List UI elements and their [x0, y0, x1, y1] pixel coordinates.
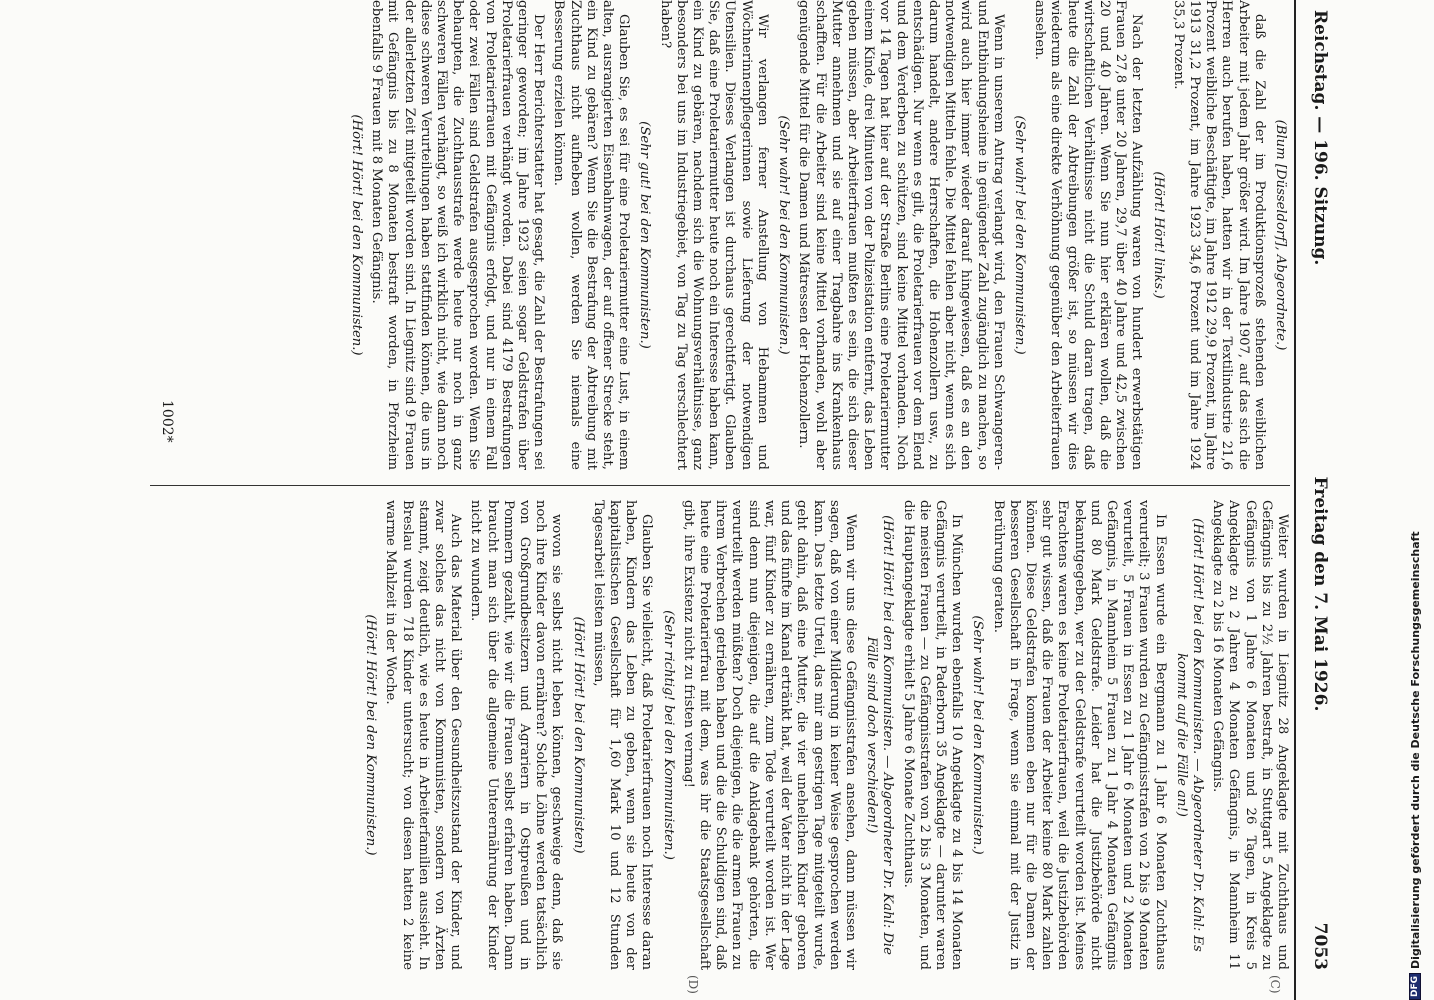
rotated-content: [140, 0, 1340, 1000]
paragraph: Nach der letzten Aufzählung waren von hundert erwerbstätigen Frauen 27,8 unter 20 Jahren, 29,7 über 40 Jahre und 42,5 zwischen 20 und 40 Jahren. Wenn Sie nun hier erklären wollen, daß die wirtschaftlichen Verhältnisse nicht die Schuld daran tragen, daß heute die Zahl der Abtreibungen größer ist, so müssen wir dies wiederum als eine direkte Verhöhnung gegenüber den Arbeiterfrauen ansehen.: [1032, 0, 1145, 470]
interjection: (Sehr wahr! bei den Kommunisten.): [970, 615, 986, 855]
interjection: (Hört! Hört! bei den Kommunisten): [570, 616, 586, 854]
interjection: (Sehr richtig! bei den Kommunisten.): [660, 610, 676, 860]
page-header: [1300, 10, 1340, 970]
paragraph: In München wurden ebenfalls 10 Angeklagte zu 4 bis 14 Monaten Gefängnis verurteilt, in Paderborn 35 Angeklagte — darunter waren die meisten Frauen — zu Gefängnisstrafen von 2 bis 3 Monaten, und die Hauptangeklagte erhielt 5 Jahre 6 Monate Zuchthaus.: [900, 500, 965, 970]
paragraph: Der Herr Berichterstatter hat gesagt, die Zahl der Bestrafungen sei geringer geworden; im Jahre 1923 seien sogar Geldstrafen über Proletarierfrauen verhängt worden. Dabei sind 4179 Bestrafungen von Proletarierfrauen mit Gefängnis erfolgt, und nur in einem Fall oder zwei Fällen sind Geldstrafen ausgesprochen worden. Wenn Sie behaupten, die Zuchthausstrafe werde heute nur noch in ganz schweren Fällen verhängt, so weiß ich wirklich nicht, wie dann noch diese schweren Verurteilungen haben stattfinden können, die uns in der allerletzten Zeit mitgeteilt worden sind. In Liegnitz sind 9 Frauen mit Gefängnis bis zu 8 Monaten bestraft worden, in Pforzheim ebenfalls 9 Frauen mit 8 Monaten Gefängnis.: [369, 0, 547, 470]
interjection: (Hört! Hört! bei den Kommunisten.): [349, 114, 365, 356]
paragraph: daß die Zahl der im Produktionsprozeß stehenden weiblichen Arbeiter mit jedem Jahr größer wird. Im Jahre 1907, auf das sich die Herren auch berufen haben, hatten wir in der Textilindustrie 21,6 Prozent weibliche Beschäftigte, im Jahre 1912 29,9 Prozent, im Jahre 1913 31,2 Prozent, im Jahre 1923 34,6 Prozent und im Jahre 1924 35,3 Prozent.: [1170, 0, 1267, 470]
column-divider: [150, 485, 1290, 486]
left-column: [150, 0, 1290, 470]
interjection: (Hört! Hört! links.): [1150, 171, 1166, 299]
interjection: (Hört! Hört! bei den Kommunisten. — Abgeordneter Dr. Kahl: Die Fälle sind doch verschieden!): [864, 515, 896, 955]
page-number: 7053: [1310, 922, 1330, 970]
interjection: (Sehr wahr! bei den Kommunisten.): [1011, 115, 1027, 355]
paragraph: Wenn in unserem Antrag verlangt wird, den Frauen Schwangeren- und Entbindungsheime in genügender Zahl zugänglich zu machen, so wird auch hier immer wieder darauf hingewiesen, daß es an den notwendigen Mitteln fehle. Die Mittel fehlen aber nicht, wenn es sich darum handelt, andere Herrschaften, die Hohenzollern usw., zu entschädigen. Nur wenn es gilt, die Proletarierfrauen vor dem Elend und dem Verderben zu schützen, sind keine Mittel vorhanden. Noch vor 14 Tagen hat hier auf der Straße Berlins eine Proletariermutter einem Kinde, drei Minuten von der Polizeistation entfernt, das Leben geben müssen, aber Arbeiterfrauen mußten es sein, die sich dieser Mutter annehmen und sie auf einer Tragbahre ins Krankenhaus schafften. Für die Arbeiter sind keine Mittel vorhanden, wohl aber genügende Mittel für die Damen und Mätressen der Hohenzollern.: [796, 0, 1006, 470]
page-footer: 1002*: [159, 400, 175, 443]
funding-note: Digitalisierung gefördert durch die Deutsche Forschungsgemeinschaft: [1408, 531, 1422, 969]
paragraph: Weiter wurden in Liegnitz 28 Angeklagte mit Zuchthaus und Gefängnis bis zu 2½ Jahren bestraft, in Stuttgart 5 Angeklagte zu Gefängnis von 1 Jahre 6 Monaten und 26 Tagen, in Kreis 5 Angeklagte zu 2 Jahren 4 Monaten Gefängnis, in Mannheim 11 Angeklagte zu 2 bis 16 Monaten Gefängnis.: [1210, 500, 1290, 970]
margin-mark-d: (D): [686, 975, 700, 994]
margin-mark-c: (C): [1268, 975, 1282, 994]
sidebar-caption: [1400, 0, 1430, 1000]
paragraph: Auch das Material über den Gesundheitszustand der Kinder, und zwar solches das nicht von Kommunisten, sondern von Ärzten stammt, zeigt deutlich, wie es heute in Arbeiterfamilien aussieht. In Breslau wurden 718 Kinder untersucht; von diesen hatten 2 keine warme Mahlzeit in der Woche.: [383, 500, 464, 970]
interjection: (Blum [Düsseldorf], Abgeordnete.): [1273, 119, 1288, 351]
sidebar-strip: [1400, 0, 1434, 1000]
dfg-logo: DFG: [1409, 973, 1421, 1000]
paragraph: In Essen wurde ein Bergmann zu 1 Jahr 6 Monaten Zuchthaus verurteilt; 3 Frauen wurden zu Gefängnisstrafen von 2 bis 9 Monaten verurteilt, 5 Frauen in Essen zu 1 Jahr 6 Monaten und 2 Monaten Gefängnis, in Mannheim 5 Frauen zu 1 Jahr 4 Monaten Gefängnis und 80 Mark Geldstrafe. Leider hat die Justizbehörde nicht bekanntgegeben, wer zu der Geldstrafe verurteilt worden ist. Meines Erachtens waren es keine Proletarierfrauen, weil die Justizbehörden sehr gut wissen, daß die Frauen der Arbeiter keine 80 Mark zahlen können. Diese Geldstrafen kommen eben nur für die Damen der besseren Gesellschaft in Frage, wenn sie einmal mit der Justiz in Berührung geraten.: [990, 500, 1168, 970]
interjection: (Hört! Hört! bei den Kommunisten. — Abgeordneter Dr. Kahl: Es kommt auf die Fälle an!): [1173, 518, 1205, 952]
header-rule: [1294, 0, 1296, 1000]
interjection: (Sehr wahr! bei den Kommunisten.): [776, 115, 792, 355]
paragraph: Wenn wir uns diese Gefängnisstrafen ansehen, dann müssen wir sagen, daß von einer Milderung in keiner Weise gesprochen werden kann. Das letzte Urteil, das mir am gestrigen Tage mitgeteilt wurde, geht dahin, daß eine Mutter, die vier unehelichen Kinder geboren und das fünfte im Kanal ertränkt hat, weil der Vater nicht in der Lage war, fünf Kinder zu ernähren, zum Tode verurteilt worden ist. Wer sind denn nun diejenigen, die auf die Anklagebank gehörten, die verurteilt werden müßten? Doch diejenigen, die die armen Frauen zu ihrem Verbrechen getrieben haben und die die Schuldigen sind, daß heute eine Proletarierfrau mit dem, was ihr die Staatsgesellschaft gibt, ihre Existenz nicht zu fristen vermag!: [680, 500, 858, 970]
paragraph: Wir verlangen ferner Anstellung von Hebammen und Wöchnerinnenpflegerinnen sowie Lieferung der notwendigen Utensilien. Dieses Verlangen ist durchaus gerechtfertigt. Glauben Sie, daß eine Proletariermutter heute noch ein Interesse haben kann, ein Kind zu gebären, nachdem sich die Wohnungsverhältnisse, ganz besonders bei uns im Industriegebiet, von Tag zu Tag verschlechtert haben?: [657, 0, 770, 470]
interjection: (Hört! Hört! bei den Kommunisten.): [363, 614, 379, 856]
interjection: (Sehr gut! bei den Kommunisten.): [637, 121, 653, 349]
header-left: Reichstag. — 196. Sitzung.: [1310, 10, 1330, 266]
paragraph: wovon sie selbst nicht leben können, geschweige denn, daß sie noch ihre Kinder davon ernähren? Solche Löhne werden tatsächlich von Großgrundbesitzern und Agrariern in Ostpreußen und in Pommern gezahlt, wie wir die Frauen selbst erfahren haben. Dann braucht man sich über die allgemeine Unterernährung der Kinder nicht zu wundern.: [468, 500, 565, 970]
paragraph: Glauben Sie, es sei für eine Proletariermutter eine Lust, in einem alten, ausrangierten Eisenbahnwagen, der auf offener Strecke steht, ein Kind zu gebären? Wenn Sie die Bestrafung der Abtreibung mit Zuchthaus nicht aufheben wollen, werden Sie niemals eine Besserung erzielen können.: [551, 0, 632, 470]
right-column: [150, 500, 1290, 970]
header-center: Freitag den 7. Mai 1926.: [1310, 476, 1330, 712]
paragraph: Glauben Sie vielleicht, daß Proletarierfrauen noch Interesse daran haben, Kindern das Leben zu geben, wenn sie heute von der kapitalistischen Gesellschaft für 1,60 Mark 10 und 12 Stunden Tagesarbeit leisten müssen,: [590, 500, 655, 970]
